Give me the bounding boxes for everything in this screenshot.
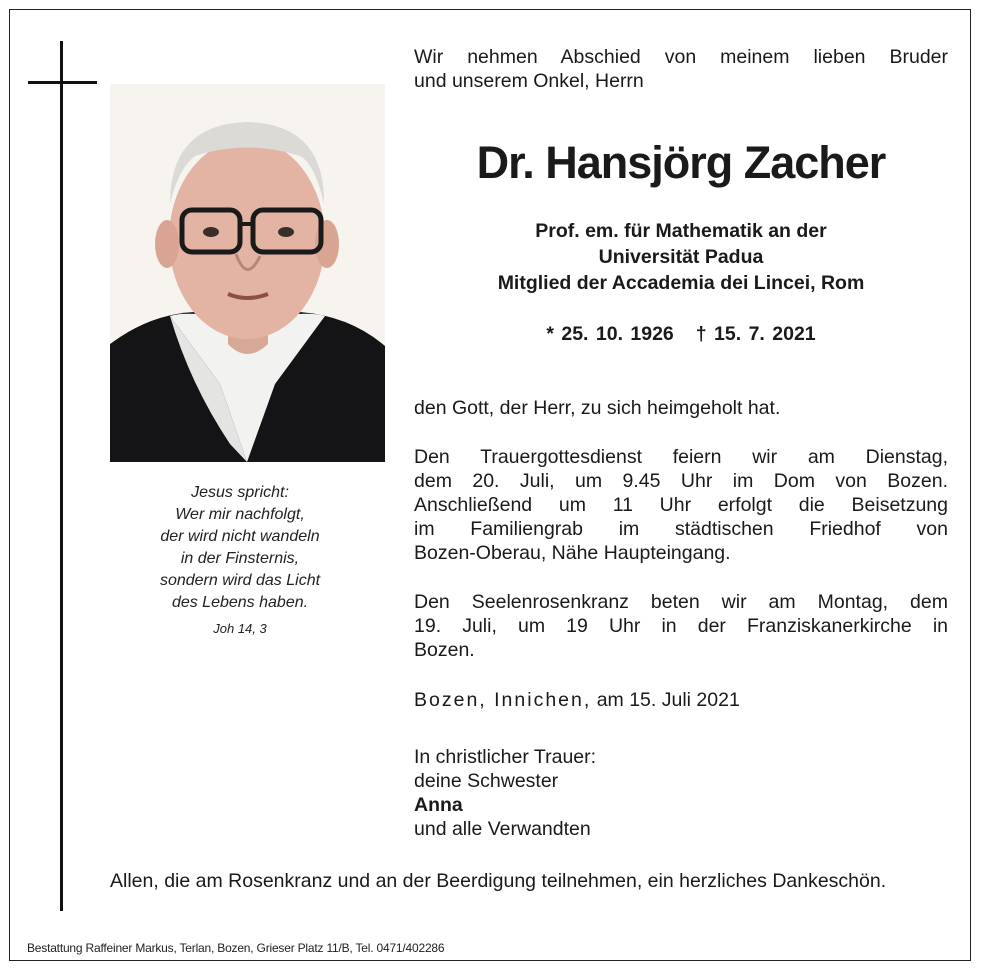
rosary-line: Bozen. (414, 639, 475, 661)
quote-line: in der Finsternis, (180, 550, 300, 567)
intro-line: Wir nehmen Abschied von meinem lieben Bruder (414, 46, 948, 68)
mourners-block (414, 745, 948, 841)
service-line: dem 20. Juli, um 9.45 Uhr im Dom von Bozen. (414, 470, 948, 492)
bible-quote (120, 482, 360, 640)
deceased-name: Dr. Hansjörg Zacher (476, 137, 886, 188)
place-and-date (414, 688, 948, 712)
mourners-sister-prefix: deine Schwester (414, 770, 559, 792)
mourners-relatives: und alle Verwandten (414, 818, 591, 840)
quote-line: sondern wird das Licht (159, 572, 321, 589)
quote-line: des Lebens haben. (171, 594, 309, 611)
mourners-sister-name: Anna (414, 794, 463, 816)
called-home-text (414, 396, 948, 420)
quote-reference: Joh 14, 3 (213, 621, 267, 636)
funeral-home-footer: Bestattung Raffeiner Markus, Terlan, Bozen, Grieser Platz 11/B, Tel. 0471/402286 (27, 941, 445, 955)
service-line: im Familiengrab im städtischen Friedhof von (414, 518, 948, 540)
birth-date: * 25. 10. 1926 (546, 323, 674, 345)
title-line: Universität Padua (598, 246, 764, 268)
quote-line: der wird nicht wandeln (160, 528, 320, 545)
mourners-heading: In christlicher Trauer: (414, 746, 597, 768)
service-line: Bozen-Oberau, Nähe Haupteingang. (414, 542, 731, 564)
called-home-line: den Gott, der Herr, zu sich heimgeholt hat. (414, 397, 781, 419)
quote-line: Wer mir nachfolgt, (175, 506, 305, 523)
quote-line: Jesus spricht: (191, 484, 289, 501)
place-towns: Bozen, Innichen, (414, 689, 592, 711)
cross-horizontal-bar (28, 81, 97, 84)
title-line: Mitglied der Accademia dei Lincei, Rom (497, 272, 865, 294)
title-line: Prof. em. für Mathematik an der (535, 220, 827, 242)
funeral-service-text (414, 445, 948, 565)
deceased-titles (414, 218, 948, 296)
rosary-line: Den Seelenrosenkranz beten wir am Montag, dem (414, 591, 948, 613)
service-line: Anschließend um 11 Uhr erfolgt die Beisetzung (414, 494, 948, 516)
intro-line: und unserem Onkel, Herrn (414, 70, 644, 92)
place-date: am 15. Juli 2021 (596, 689, 740, 711)
cross-vertical-bar (60, 41, 63, 911)
portrait-photo (110, 84, 385, 462)
death-date: † 15. 7. 2021 (695, 323, 816, 345)
life-dates (414, 321, 948, 347)
intro-text (414, 45, 948, 93)
thanks-text: Allen, die am Rosenkranz und an der Beerdigung teilnehmen, ein herzliches Dankeschön. (110, 870, 887, 892)
rosary-line: 19. Juli, um 19 Uhr in der Franziskanerkirche in (414, 615, 948, 637)
rosary-text (414, 590, 948, 662)
service-line: Den Trauergottesdienst feiern wir am Dienstag, (414, 446, 948, 468)
